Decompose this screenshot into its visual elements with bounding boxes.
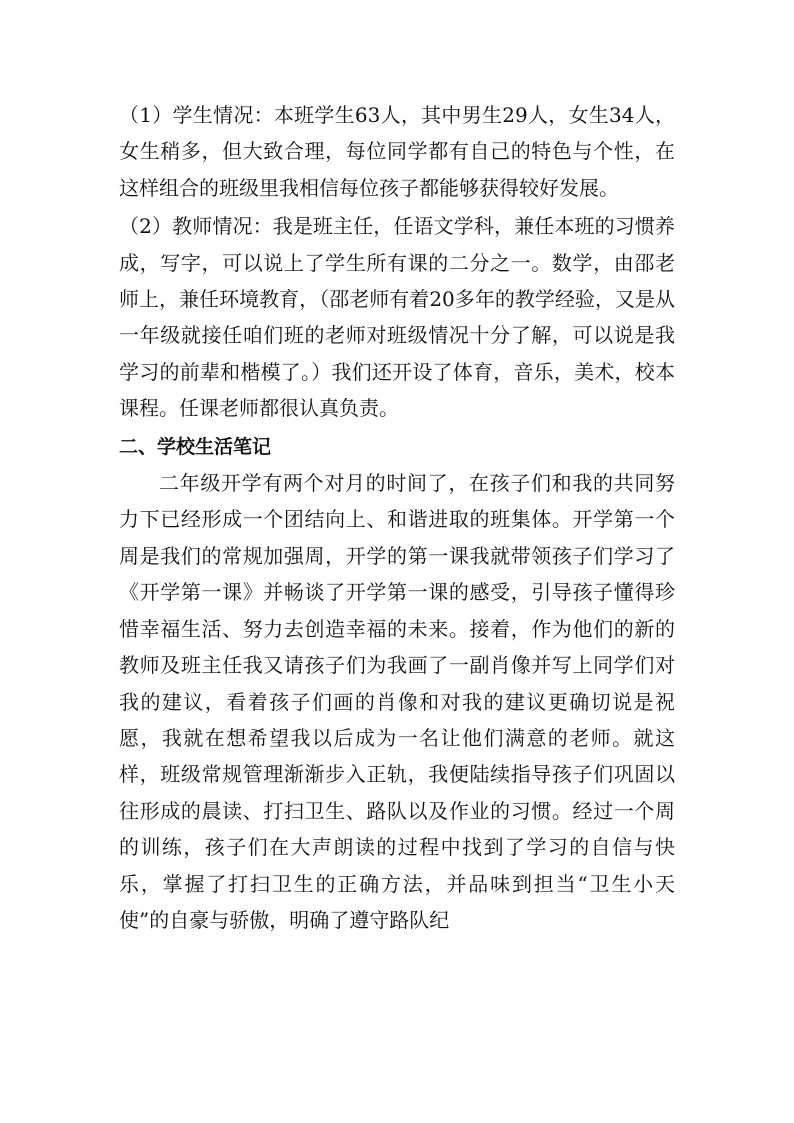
section-heading: 二、学校生活笔记 <box>119 435 272 458</box>
document-body <box>119 97 675 938</box>
paragraph-teacher-situation: （2）教师情况：我是班主任，任语文学科，兼任本班的习惯养成，写字，可以说上了学生所有课的二分之一。数学，由邵老师上，兼任环境教育，（邵老师有着20多年的教学经验，又是从一年级就接任咱们班的老师对班级情况十分了解，可以说是我学习的前辈和楷模了。）我们还开设了体育，音乐，美术，校本课程。任课老师都很认真负责。 <box>119 214 675 421</box>
paragraph-school-life-notes: 二年级开学有两个对月的时间了，在孩子们和我的共同努力下已经形成一个团结向上、和谐进取的班集体。开学第一个周是我们的常规加强周，开学的第一课我就带领孩子们学习了《开学第一课》并畅谈了开学第一课的感受，引导孩子懂得珍惜幸福生活、努力去创造幸福的未来。接着，作为他们的新的教师及班主任我又请孩子们为我画了一副肖像并写上同学们对我的建议，看着孩子们画的肖像和对我的建议更确切说是祝愿，我就在想希望我以后成为一名让他们满意的老师。就这样，班级常规管理渐渐步入正轨，我便陆续指导孩子们巩固以往形成的晨读、打扫卫生、路队以及作业的习惯。经过一个周的训练，孩子们在大声朗读的过程中找到了学习的自信与快乐，掌握了打扫卫生的正确方法，并品味到担当“卫生小天使”的自豪与骄傲，明确了遵守路队纪 <box>119 471 675 932</box>
paragraph-student-situation: （1）学生情况：本班学生63人，其中男生29人，女生34人，女生稍多，但大致合理，每位同学都有自己的特色与个性，在这样组合的班级里我相信每位孩子都能够获得较好发展。 <box>119 103 675 200</box>
